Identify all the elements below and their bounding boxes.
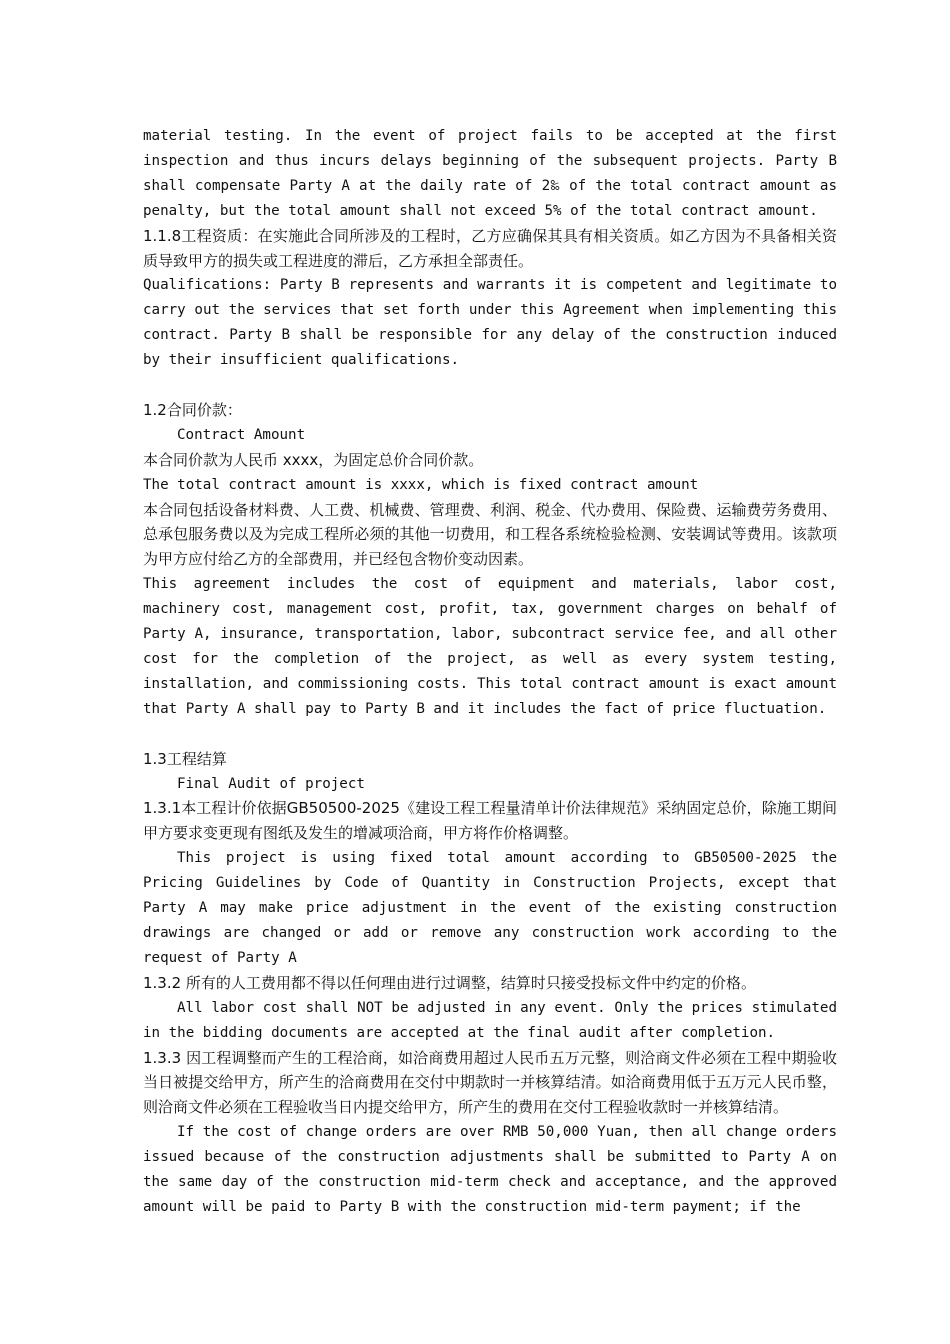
paragraph-spacer xyxy=(143,722,837,747)
contract-scope-en: This agreement includes the cost of equipment and materials, labor cost, machinery cost, management cost, profit, tax, government charges on behalf of Party A, insurance, transportation, labor, subcontract service fee, and all other cost for the completion of the project, as well as every system testing, installation, and commissioning costs. This total contract amount is exact amount that Party A shall pay to Party B and it includes the fact of price fluctuation. xyxy=(143,576,837,717)
clause-1-3-2-zh: 1.3.2 所有的人工费用都不得以任何理由进行过调整，结算时只接受投标文件中约定的价格。 xyxy=(143,973,756,992)
contract-amount-en: The total contract amount is xxxx, which is fixed contract amount xyxy=(143,476,699,493)
paragraph-spacer xyxy=(143,373,837,398)
clause-1-3-3-en: If the cost of change orders are over RMB 50,000 Yuan, then all change orders issued because of the construction adjustments shall be submitted to Party A on the same day of the construction mid-term check and acceptance, and the approved amount will be paid to Party B with the construction mid-term payment; if the xyxy=(143,1124,837,1215)
section-1-3-heading-en: Final Audit of project xyxy=(177,775,365,792)
document-page xyxy=(143,124,837,1220)
section-1-2-heading-en: Contract Amount xyxy=(177,426,306,443)
clause-1-1-8-en: Qualifications: Party B represents and warrants it is competent and legitimate to carry out the services that set forth under this Agreement when implementing this contract. Party B shall be responsible for any delay of the construction induced by their insufficient qualifications. xyxy=(143,277,837,369)
section-1-2-heading-zh: 1.2合同价款： xyxy=(143,400,242,419)
clause-1-3-1-en: This project is using fixed total amount according to GB50500-2025 the Pricing Guidelines by Code of Quantity in Construction Projects, except that Party A may make price adjustment in the event of the existing construction drawings are changed or add or remove any construction work according to the request of Party A xyxy=(143,850,837,966)
section-1-3-heading-zh: 1.3工程结算 xyxy=(143,749,227,768)
penalty-clause-en-continued: material testing. In the event of project fails to be accepted at the first inspection and thus incurs delays beginning of the subsequent projects. Party B shall compensate Party A at the daily rate of 2‰ of the total contract amount as penalty, but the total amount shall not exceed 5% of the total contract amount. xyxy=(143,128,837,219)
clause-1-3-1-zh: 1.3.1本工程计价依据GB50500-2025《建设工程工程量清单计价法律规范》采纳固定总价，除施工期间甲方要求变更现有图纸及发生的增减项洽商，甲方将作价格调整。 xyxy=(143,799,837,843)
contract-amount-zh: 本合同价款为人民币 xxxx，为固定总价合同价款。 xyxy=(143,450,484,469)
clause-1-3-3-zh: 1.3.3 因工程调整而产生的工程洽商，如洽商费用超过人民币五万元整，则洽商文件必须在工程中期验收当日被提交给甲方，所产生的洽商费用在交付中期款时一并核算结清。如洽商费用低于五万元人民币整，则洽商文件必须在工程验收当日内提交给甲方，所产生的费用在交付工程验收款时一并核算结清。 xyxy=(143,1048,837,1117)
clause-1-3-2-en: All labor cost shall NOT be adjusted in any event. Only the prices stimulated in the bidding documents are accepted at the final audit after completion. xyxy=(143,999,837,1041)
contract-scope-zh: 本合同包括设备材料费、人工费、机械费、管理费、利润、税金、代办费用、保险费、运输费劳务费用、总承包服务费以及为完成工程所必须的其他一切费用，和工程各系统检验检测、安装调试等费用。该款项为甲方应付给乙方的全部费用，并已经包含物价变动因素。 xyxy=(143,500,837,569)
clause-1-1-8-zh: 1.1.8工程资质：在实施此合同所涉及的工程时，乙方应确保其具有相关资质。如乙方因为不具备相关资质导致甲方的损失或工程进度的滞后，乙方承担全部责任。 xyxy=(143,226,837,270)
